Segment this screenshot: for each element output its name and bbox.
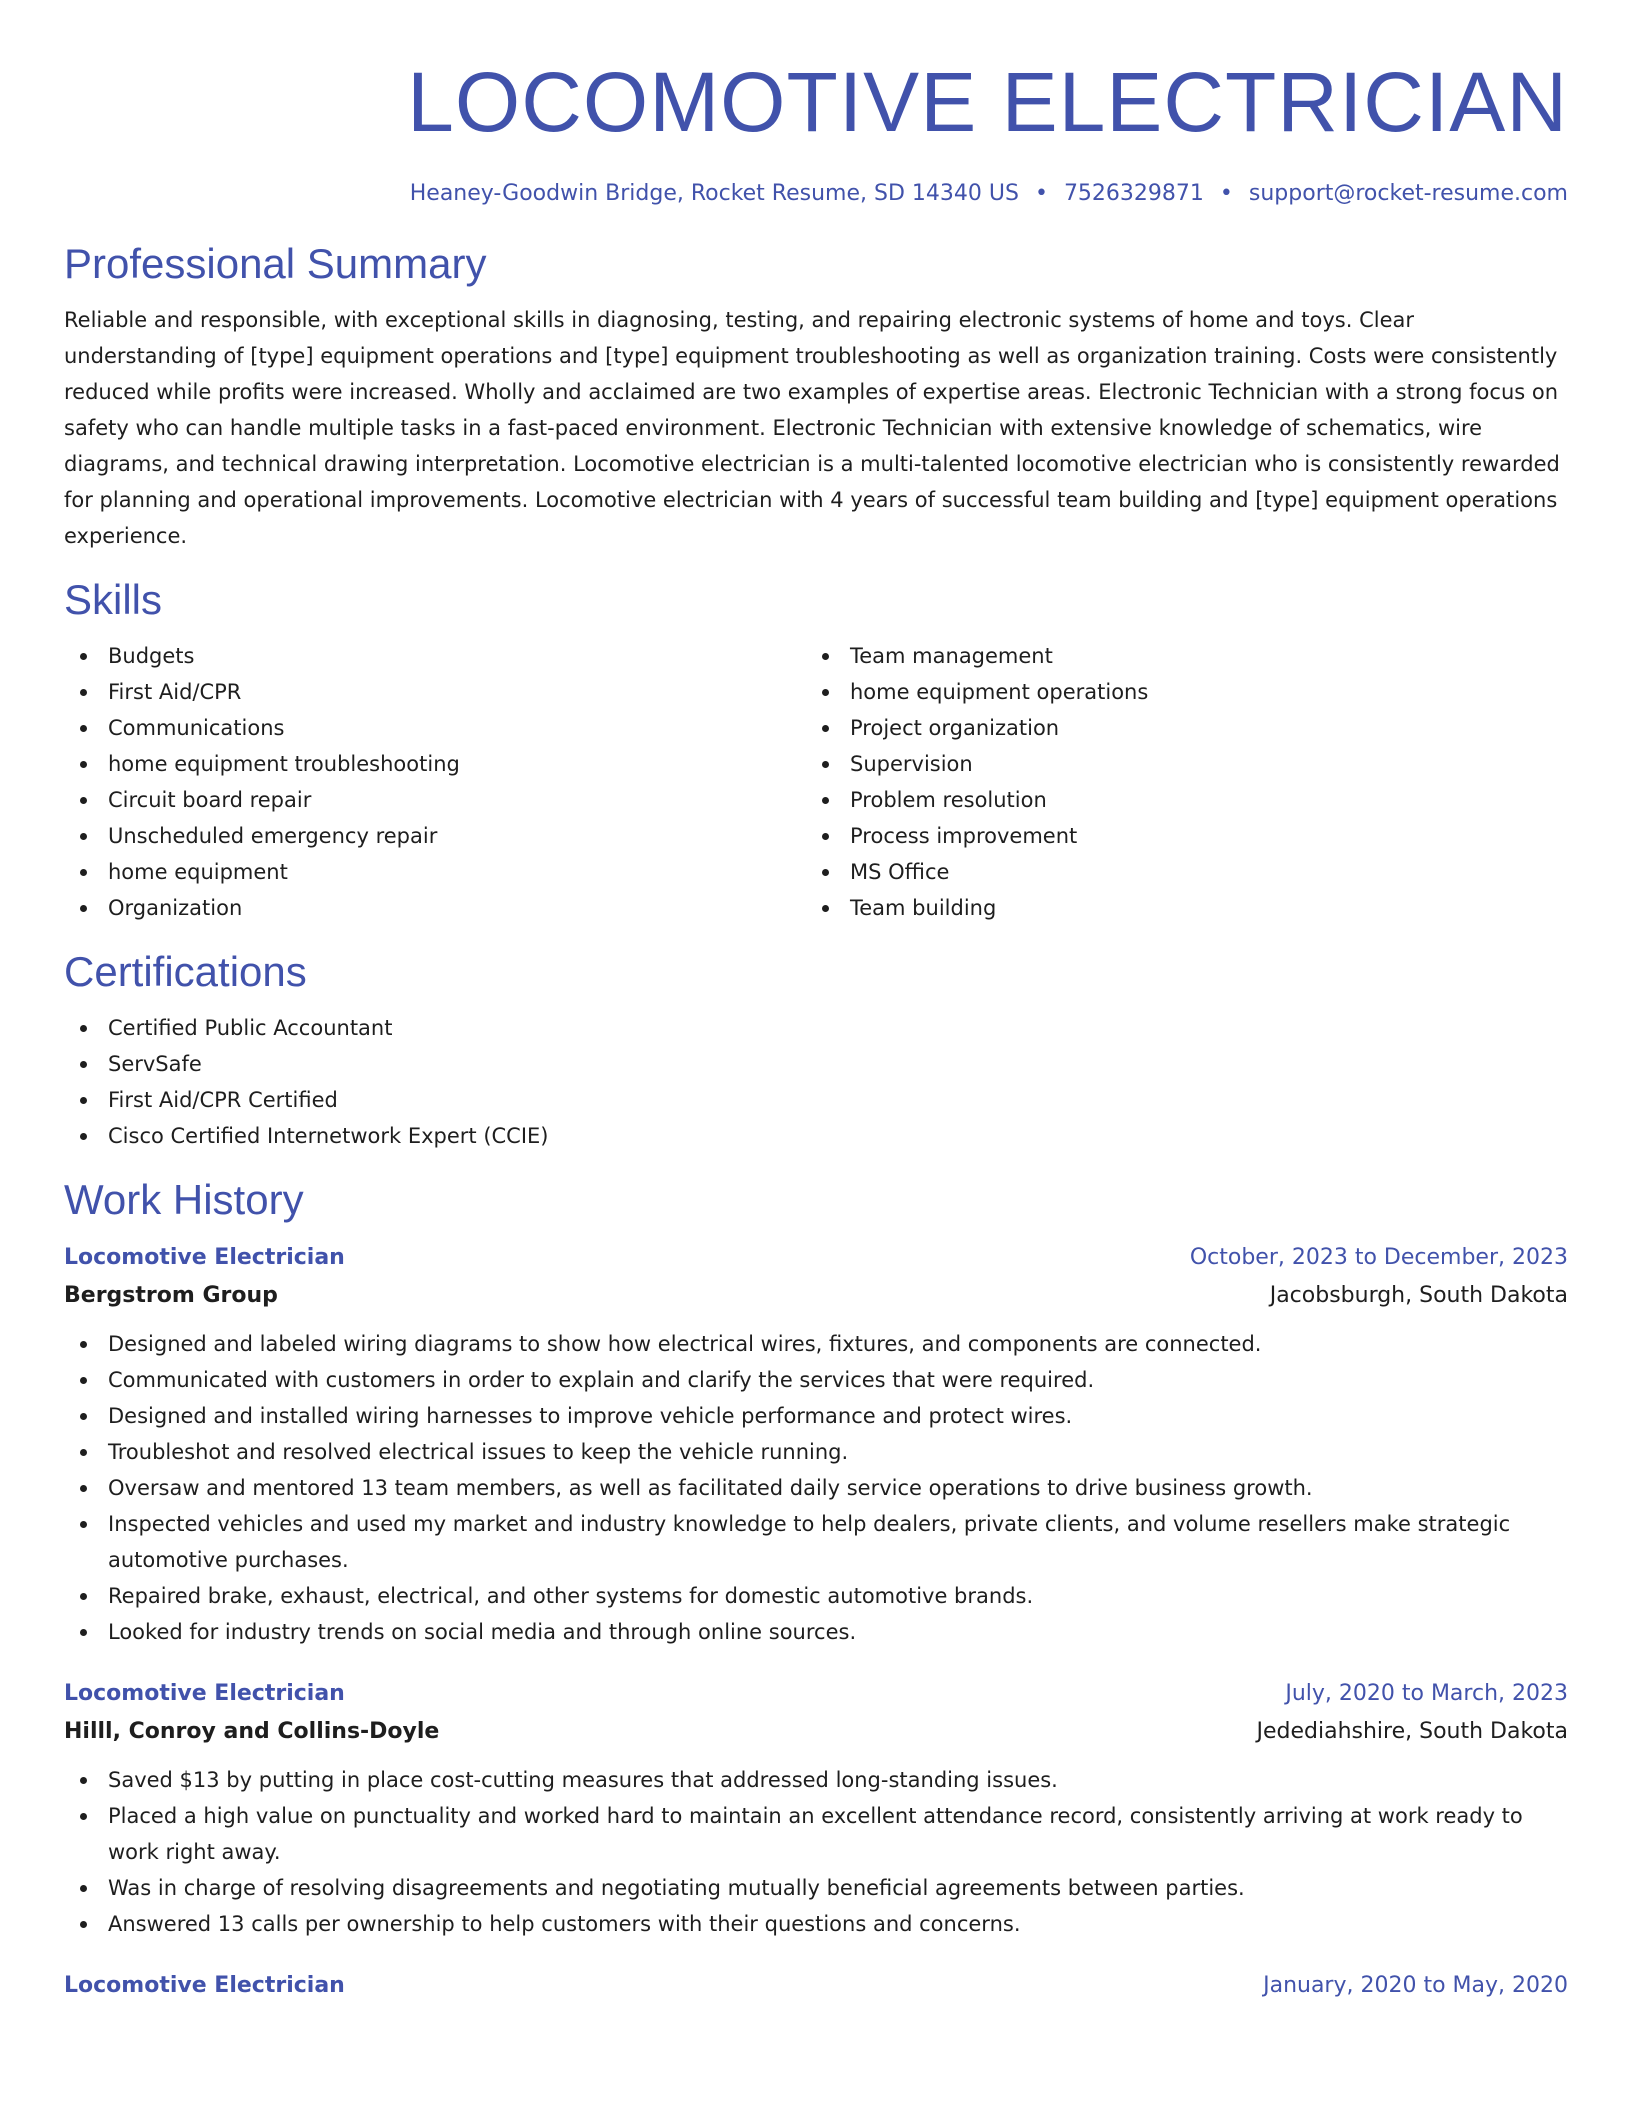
skill-item: Organization [64, 890, 806, 926]
job-company-row [64, 1712, 1568, 1752]
skill-item: home equipment operations [806, 674, 1548, 710]
skill-item: Communications [64, 710, 806, 746]
job-dates: January, 2020 to May, 2020 [1263, 1973, 1568, 1998]
job-dates: July, 2020 to March, 2023 [1285, 1681, 1568, 1706]
skill-item: Supervision [806, 746, 1548, 782]
skills-section [64, 574, 1568, 926]
job-company-row [64, 1276, 1568, 1316]
job-entry [64, 1240, 1568, 1650]
job-duties-list [64, 1762, 1568, 1942]
job-title-row [64, 1676, 1568, 1712]
certification-item: Certified Public Accountant [64, 1010, 1568, 1046]
job-dates: October, 2023 to December, 2023 [1189, 1245, 1568, 1270]
job-duty-item: Designed and labeled wiring diagrams to show how electrical wires, fixtures, and components are connected. [64, 1326, 1568, 1362]
job-duty-item: Repaired brake, exhaust, electrical, and other systems for domestic automotive brands. [64, 1578, 1568, 1614]
job-location: Jedediahshire, South Dakota [1256, 1719, 1568, 1744]
job-duty-item: Troubleshot and resolved electrical issues to keep the vehicle running. [64, 1434, 1568, 1470]
skill-item: Team management [806, 638, 1548, 674]
job-duty-item: Oversaw and mentored 13 team members, as well as facilitated daily service operations to drive business growth. [64, 1470, 1568, 1506]
contact-separator: • [1219, 181, 1233, 206]
job-company: Hilll, Conroy and Collins-Doyle [64, 1719, 440, 1744]
skills-list-left [64, 638, 806, 926]
job-duty-item: Communicated with customers in order to explain and clarify the services that were required. [64, 1362, 1568, 1398]
job-duty-item: Placed a high value on punctuality and worked hard to maintain an excellent attendance record, consistently arriving at work ready to work right away. [64, 1798, 1568, 1870]
certifications-list [64, 1010, 1568, 1154]
certifications-section [64, 946, 1568, 1154]
job-duty-item: Answered 13 calls per ownership to help customers with their questions and concerns. [64, 1906, 1568, 1942]
contact-address: Heaney-Goodwin Bridge, Rocket Resume, SD 14340 US [409, 181, 1019, 206]
job-entry [64, 1968, 1568, 2004]
skill-item: First Aid/CPR [64, 674, 806, 710]
skill-item: Project organization [806, 710, 1548, 746]
certification-item: ServSafe [64, 1046, 1568, 1082]
skill-item: Unscheduled emergency repair [64, 818, 806, 854]
skill-item: home equipment [64, 854, 806, 890]
skills-list-right [806, 638, 1548, 926]
contact-phone: 7526329871 [1063, 181, 1204, 206]
skill-item: home equipment troubleshooting [64, 746, 806, 782]
skill-item: Budgets [64, 638, 806, 674]
job-duty-item: Looked for industry trends on social media and through online sources. [64, 1614, 1568, 1650]
job-entry [64, 1676, 1568, 1942]
skill-item: Process improvement [806, 818, 1548, 854]
job-title: Locomotive Electrician [64, 1973, 345, 1998]
certification-item: Cisco Certified Internetwork Expert (CCIE) [64, 1118, 1568, 1154]
work-history-section [64, 1174, 1568, 2004]
job-location: Jacobsburgh, South Dakota [1269, 1283, 1568, 1308]
job-title: Locomotive Electrician [64, 1245, 345, 1270]
certification-item: First Aid/CPR Certified [64, 1082, 1568, 1118]
summary-text: Reliable and responsible, with exceptional skills in diagnosing, testing, and repairing electronic systems of home and toys. Clear understanding of [type] equipment operations and [type] equipment troubleshooting as well as organization training. Costs were consistently reduced while profits were increased. Wholly and acclaimed are two examples of expertise areas. Electronic Technician with a strong focus on safety who can handle multiple tasks in a fast-paced environment. Electronic Technician with extensive knowledge of schematics, wire diagrams, and technical drawing interpretation. Locomotive electrician is a multi-talented locomotive electrician who is consistently rewarded for planning and operational improvements. Locomotive electrician with 4 years of successful team building and [type] equipment operations experience. [64, 308, 1560, 548]
skill-item: MS Office [806, 854, 1548, 890]
skills-heading: Skills [64, 576, 163, 623]
contact-line [64, 178, 1568, 210]
skills-grid [64, 626, 1568, 926]
certifications-heading: Certifications [64, 948, 307, 995]
job-company: Bergstrom Group [64, 1283, 278, 1308]
summary-section [64, 238, 1568, 554]
job-duty-item: Was in charge of resolving disagreements and negotiating mutually beneficial agreements between parties. [64, 1870, 1568, 1906]
resume-title: LOCOMOTIVE ELECTRICIAN [407, 55, 1568, 149]
job-title-row [64, 1968, 1568, 2004]
job-duties-list [64, 1326, 1568, 1650]
contact-email[interactable]: support@rocket-resume.com [1248, 181, 1568, 206]
job-duty-item: Designed and installed wiring harnesses to improve vehicle performance and protect wires. [64, 1398, 1568, 1434]
work-history-heading: Work History [64, 1176, 304, 1223]
job-duty-item: Saved $13 by putting in place cost-cutting measures that addressed long-standing issues. [64, 1762, 1568, 1798]
job-title-row [64, 1240, 1568, 1276]
resume-header [64, 0, 1568, 210]
skill-item: Problem resolution [806, 782, 1548, 818]
contact-separator: • [1034, 181, 1048, 206]
job-duty-item: Inspected vehicles and used my market and industry knowledge to help dealers, private clients, and volume resellers make strategic automotive purchases. [64, 1506, 1568, 1578]
skill-item: Circuit board repair [64, 782, 806, 818]
skill-item: Team building [806, 890, 1548, 926]
summary-heading: Professional Summary [64, 240, 487, 287]
job-title: Locomotive Electrician [64, 1681, 345, 1706]
